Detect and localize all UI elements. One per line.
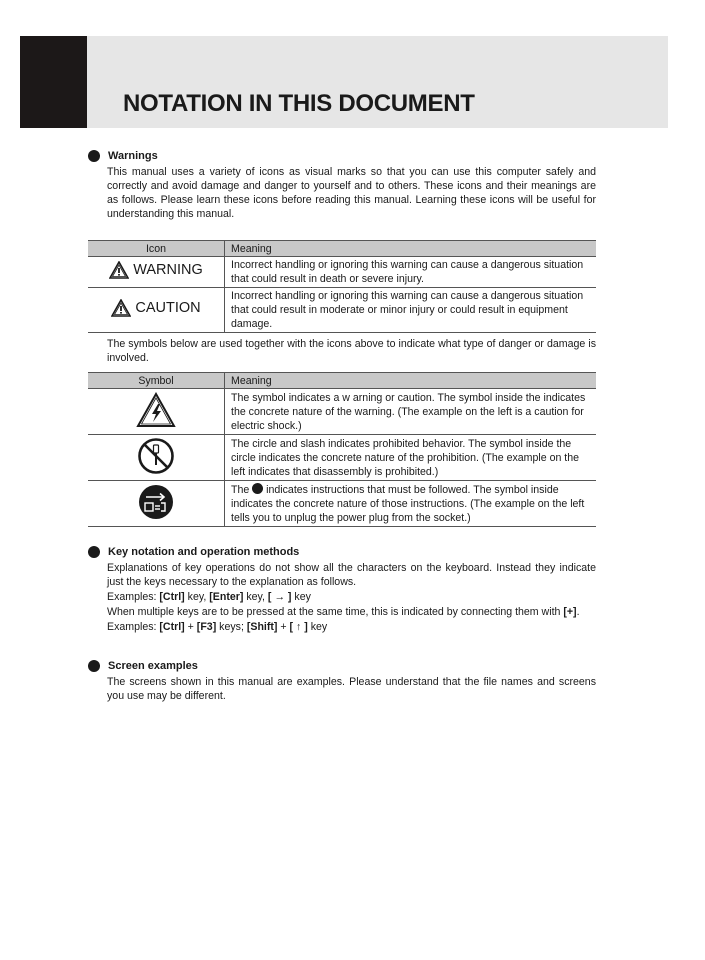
symbols-intro: The symbols below are used together with the icons above to indicate what type of danger or damage is involved. xyxy=(107,338,596,364)
bullet-icon xyxy=(88,660,100,672)
screens-title: Screen examples xyxy=(108,660,198,672)
warning-signal-cell xyxy=(88,257,225,288)
warning-triangle-icon xyxy=(109,261,129,279)
warnings-title: Warnings xyxy=(108,150,158,162)
table-row xyxy=(88,435,596,481)
caution-signal-cell xyxy=(88,288,225,333)
bullet-icon xyxy=(88,150,100,162)
keys-example-1: Examples: [Ctrl] key, [Enter] key, [ → ] key xyxy=(107,591,311,603)
symbol-table xyxy=(88,372,596,527)
table-header-row xyxy=(88,373,596,389)
header-meaning: Meaning xyxy=(225,241,597,257)
no-disassembly-icon xyxy=(137,437,175,475)
caution-triangle-icon xyxy=(111,299,131,317)
warnings-body: This manual uses a variety of icons as visual marks so that you can use this computer safely and correctly and avoid damage and danger to yourself and to others. These icons and their meanings are as follows. Please learn these icons before reading this manual. Learning these icons will be useful for understanding this manual. xyxy=(107,166,596,220)
warning-meaning: Incorrect handling or ignoring this warning can cause a dangerous situation that could result in death or severe injury. xyxy=(225,257,597,288)
table-row xyxy=(88,481,596,527)
keys-body-2: When multiple keys are to be pressed at the same time, this is indicated by connecting them with [+]. xyxy=(107,606,580,618)
header-symbol: Symbol xyxy=(88,373,225,389)
keys-section xyxy=(88,545,596,634)
warnings-section xyxy=(88,149,596,221)
keys-body: Explanations of key operations do not show all the characters on the keyboard. Instead they indicate just the keys necessary to the explanation as follows. xyxy=(107,562,596,588)
keys-title: Key notation and operation methods xyxy=(108,546,300,558)
table-header-row xyxy=(88,241,596,257)
unplug-icon xyxy=(137,483,175,521)
table-row xyxy=(88,288,596,333)
header-icon: Icon xyxy=(88,241,225,257)
header-meaning: Meaning xyxy=(225,373,597,389)
header-tab xyxy=(20,36,87,128)
icon-table xyxy=(88,240,596,333)
instruction-dot-icon xyxy=(252,483,263,494)
instruction-meaning: The indicates instructions that must be followed. The symbol inside indicates the concrete nature of those instructions. (The example on the left tells you to unplug the power plug from the socket.) xyxy=(225,481,597,527)
prohibition-meaning: The circle and slash indicates prohibited behavior. The symbol inside the circle indicates the concrete nature of the prohibition. (The example on the left indicates that disassembly is prohibited.) xyxy=(225,435,597,481)
keys-example-2: Examples: [Ctrl] + [F3] keys; [Shift] + [ ↑ ] key xyxy=(107,621,328,633)
caution-meaning: Incorrect handling or ignoring this warning can cause a dangerous situation that could result in moderate or minor injury or could result in equipment damage. xyxy=(225,288,597,333)
table-row xyxy=(88,389,596,435)
electric-shock-icon xyxy=(136,392,176,428)
page-title: NOTATION IN THIS DOCUMENT xyxy=(123,90,475,117)
caution-label: CAUTION xyxy=(135,300,201,316)
warning-label: WARNING xyxy=(133,262,203,278)
screens-body: The screens shown in this manual are examples. Please understand that the file names and screens you use may be different. xyxy=(107,676,596,702)
table-row xyxy=(88,257,596,288)
bullet-icon xyxy=(88,546,100,558)
screens-section xyxy=(88,659,596,703)
shock-meaning: The symbol indicates a w arning or caution. The symbol inside the indicates the concrete nature of the warning. (The example on the left is a caution for electric shock.) xyxy=(225,389,597,435)
